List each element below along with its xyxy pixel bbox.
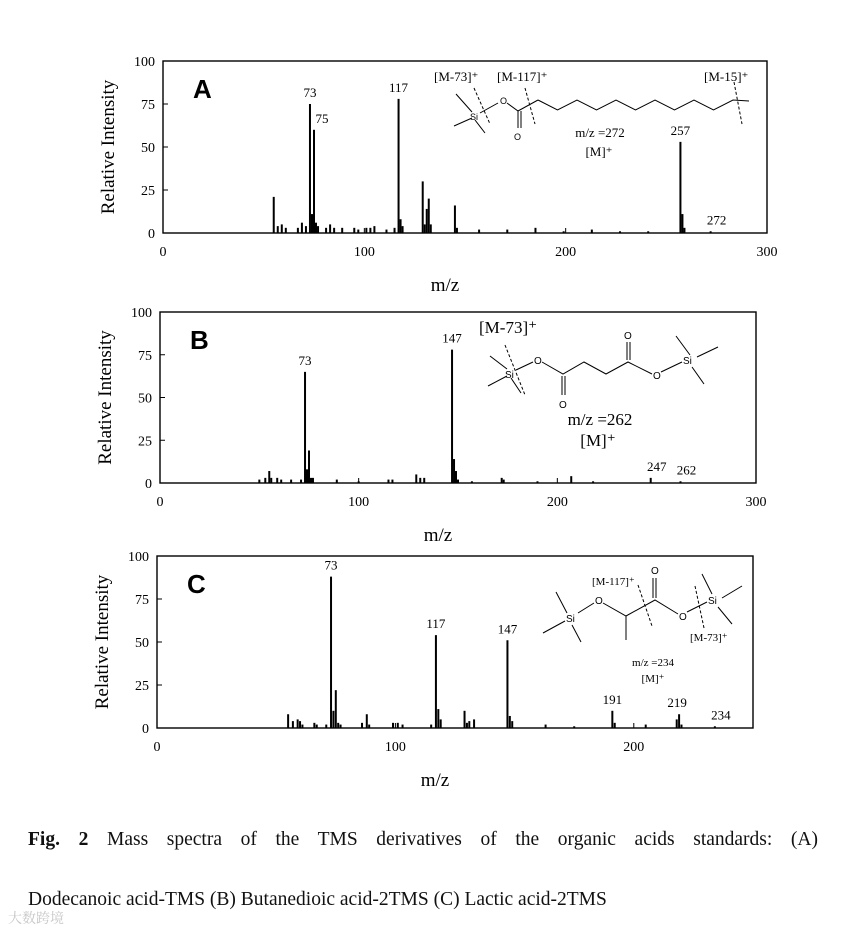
y-axis-title: Relative Intensity	[95, 330, 116, 465]
y-tick-label: 0	[142, 722, 149, 737]
atom-o-carbonyl: O	[651, 566, 659, 577]
peak-label: 234	[711, 707, 731, 723]
peak-label: 191	[602, 691, 623, 707]
peak-label: 272	[706, 212, 727, 228]
bond	[578, 603, 594, 613]
y-tick-label: 25	[141, 184, 155, 199]
y-tick-label: 75	[135, 593, 149, 608]
peak-label: 257	[670, 122, 691, 138]
peak-label: 75	[315, 110, 329, 126]
ion-label: [M]⁺	[585, 144, 613, 159]
x-tick-label: 200	[555, 245, 577, 260]
atom-si: Si	[708, 596, 717, 607]
bond	[490, 356, 507, 369]
panel-label: A	[193, 74, 212, 104]
fragment-label: [M-73]⁺	[479, 318, 538, 337]
cleavage-line	[638, 585, 652, 626]
spectrum-panel-b	[95, 306, 767, 546]
atom-si: Si	[505, 370, 514, 381]
fragment-label: [M-117]⁺	[497, 69, 548, 84]
mz-label: m/z =272	[575, 125, 625, 140]
fragment-label: [M-15]⁺	[704, 69, 749, 84]
bond	[456, 94, 472, 112]
bond	[507, 100, 538, 111]
x-tick-label: 100	[384, 740, 406, 755]
x-tick-label: 200	[546, 495, 568, 510]
figure-caption-text: Mass spectra of the TMS derivatives of the organic acids standards: (A)	[106, 829, 819, 850]
atom-o: O	[653, 371, 661, 382]
peak-label: 147	[442, 330, 462, 346]
y-tick-label: 100	[131, 306, 152, 321]
bond	[572, 625, 581, 642]
y-axis-title: Relative Intensity	[98, 79, 119, 215]
x-tick-label: 0	[159, 245, 167, 260]
bond	[722, 586, 742, 598]
atom-o-carbonyl: O	[559, 400, 567, 411]
x-tick-label: 200	[623, 740, 645, 755]
peak-label: 247	[646, 458, 667, 474]
alkyl-chain	[538, 100, 749, 110]
atom-o: O	[534, 356, 542, 367]
y-tick-label: 75	[141, 98, 155, 113]
peak-label: 147	[497, 621, 518, 637]
ion-label: [M]⁺	[641, 673, 665, 685]
succinate-chain	[542, 362, 652, 374]
panel-label: C	[187, 569, 206, 599]
x-axis-title: m/z	[420, 770, 450, 791]
bond	[718, 607, 732, 624]
peak-label: 117	[426, 616, 446, 632]
plot-frame	[157, 556, 753, 728]
panel-label: B	[190, 325, 209, 355]
bond	[676, 336, 690, 355]
figure-caption-line-2: Dodecanoic acid-TMS (B) Butanedioic acid-2TMS (C) Lactic acid-2TMS	[28, 889, 607, 910]
lactate-chain	[603, 600, 678, 616]
structure-b	[479, 318, 718, 450]
peak-label: 73	[298, 352, 312, 368]
x-tick-label: 100	[353, 245, 375, 260]
x-tick-label: 300	[745, 495, 767, 510]
x-tick-label: 100	[348, 495, 370, 510]
structure-c	[543, 566, 742, 685]
plot-frame	[163, 61, 767, 233]
y-tick-label: 0	[148, 227, 155, 242]
bond	[702, 574, 712, 594]
atom-si: Si	[470, 112, 479, 122]
ion-label: [M]⁺	[580, 431, 616, 450]
bond	[543, 621, 565, 633]
bond	[661, 362, 682, 372]
spectrum-panel-c	[92, 550, 753, 791]
peak-label: 117	[389, 79, 409, 95]
atom-o-carbonyl: O	[514, 132, 522, 142]
fragment-label: [M-73]⁺	[690, 632, 728, 644]
x-axis-title: m/z	[430, 275, 460, 296]
structure-a	[434, 69, 749, 159]
bond	[556, 592, 567, 613]
y-tick-label: 25	[135, 679, 149, 694]
mz-label: m/z =234	[632, 657, 674, 669]
atom-o: O	[500, 96, 508, 106]
peak-label: 73	[303, 85, 317, 100]
fragment-label: [M-117]⁺	[592, 576, 635, 588]
y-tick-label: 100	[134, 55, 155, 70]
y-tick-label: 50	[138, 391, 152, 407]
y-tick-label: 50	[141, 141, 155, 156]
y-tick-label: 75	[138, 348, 152, 364]
peak-label: 219	[667, 695, 687, 711]
atom-o-carbonyl: O	[624, 331, 632, 342]
peak-label: 73	[324, 557, 338, 573]
x-tick-label: 0	[156, 495, 164, 510]
bond	[687, 602, 707, 612]
peak-label: 262	[676, 462, 697, 478]
x-axis-title: m/z	[423, 525, 453, 546]
atom-o: O	[679, 612, 687, 623]
spectrum-panel-a	[98, 55, 778, 296]
bond	[692, 367, 704, 384]
figure-caption-label: Fig. 2	[28, 829, 89, 850]
x-tick-label: 0	[153, 740, 161, 755]
x-tick-label: 300	[756, 245, 778, 260]
atom-si: Si	[566, 614, 575, 625]
watermark-logo: 大数跨境	[8, 911, 64, 927]
y-tick-label: 50	[135, 636, 149, 651]
y-axis-title: Relative Intensity	[92, 574, 113, 710]
y-tick-label: 25	[138, 434, 152, 450]
y-tick-label: 100	[128, 550, 149, 565]
bond	[697, 347, 718, 357]
atom-si: Si	[683, 356, 692, 367]
y-tick-label: 0	[145, 477, 152, 492]
figure-caption-line-1	[28, 828, 818, 852]
mz-label: m/z =262	[567, 410, 633, 429]
atom-o: O	[595, 596, 603, 607]
bond	[516, 362, 533, 370]
fragment-label: [M-73]⁺	[434, 69, 479, 84]
cleavage-line	[734, 82, 742, 124]
